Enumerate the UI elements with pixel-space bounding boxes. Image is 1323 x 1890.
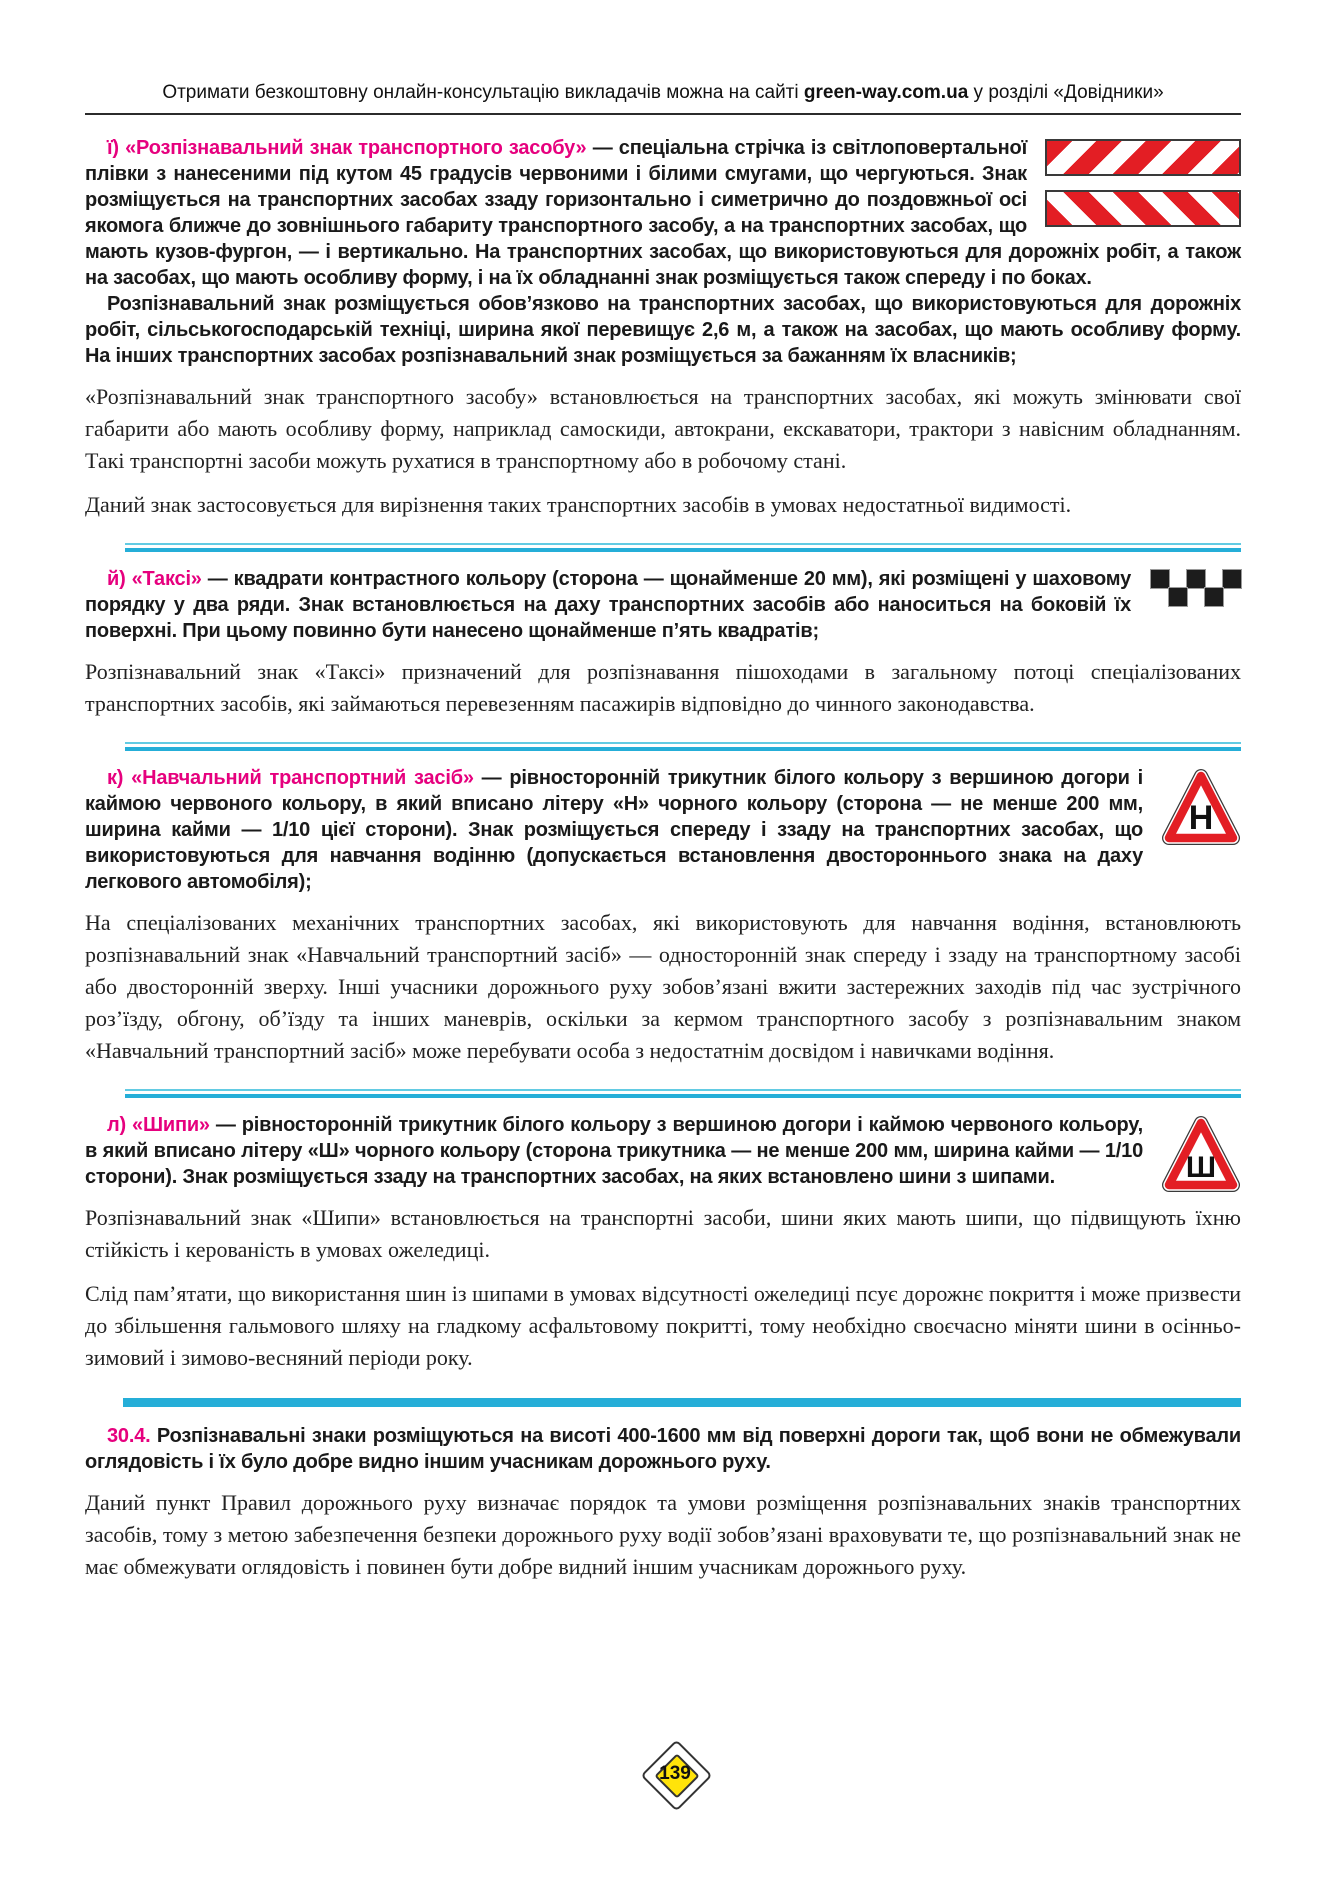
page-number-badge <box>637 1736 713 1812</box>
header-site-name: green-way.com.ua <box>803 82 969 103</box>
section-heading: к) «Навчальний транспортний засіб» <box>107 767 474 789</box>
training-vehicle-sign-icon <box>1161 767 1241 851</box>
header-text-prefix: Отримати безкоштовну онлайн-консультацію викладачів можна на сайті <box>162 82 804 103</box>
rule-lead-paragraph <box>85 765 1241 895</box>
section-vehicle-identification-sign <box>85 135 1241 369</box>
section-divider <box>125 742 1241 751</box>
rule-number: 30.4. <box>107 1425 151 1447</box>
commentary-paragraph: Розпізнавальний знак «Таксі» призначений для розпізнавання пішоходами в загальному потоці спеціалізованих транспортних засобів, які займаються перевезенням пасажирів відповідно до чинного законодавства. <box>85 659 1241 716</box>
studded-tires-sign-icon <box>1161 1114 1241 1198</box>
commentary-paragraph: Даний знак застосовується для вирізнення таких транспортних засобів в умовах недостатньої видимості. <box>85 492 1072 517</box>
section-divider-solid <box>123 1398 1241 1407</box>
checker-square <box>1187 570 1205 588</box>
rule-lead-paragraph <box>85 1423 1241 1475</box>
section-heading: й) «Таксі» <box>107 568 202 590</box>
commentary-paragraph: Даний пункт Правил дорожнього руху визначає порядок та умови розміщення розпізнавальних знаків транспортних засобів, тому з метою забезпечення безпеки дорожнього руху водії зобов’язані враховувати те, що розпізнавальний знак не має обмежувати оглядовість і повинен бути добре видний іншим учасникам дорожнього руху. <box>85 1490 1241 1579</box>
rule-lead-text: Розпізнавальні знаки розміщуються на висоті 400-1600 мм від поверхні дороги так, щоб вони не обмежували оглядовість і їх було добре видно іншим учасникам дорожнього руху. <box>85 1425 1241 1473</box>
checker-square <box>1223 570 1241 588</box>
commentary-paragraph: Розпізнавальний знак «Шипи» встановлюється на транспортні засоби, шини яких мають шипи, що підвищують їхню стійкість і керованість в умовах ожеледиці. <box>85 1205 1241 1262</box>
page-number: 139 <box>659 1763 691 1784</box>
striped-plates-figure <box>1045 139 1241 227</box>
rule-lead-text: — рівносторонній трикутник білого кольору з вершиною догори і каймою червоного кольору, в який вписано літеру «Ш» чорного кольору (сторона трикутника — не менше 200 мм, ширина кайми — 1/10 сторони). Знак розміщується ззаду на транспортних засобах, на яких встановлено шини з шипами. <box>85 1114 1143 1188</box>
commentary-block <box>85 1202 1241 1374</box>
checker-square <box>1151 570 1169 588</box>
commentary-block <box>85 381 1241 521</box>
commentary-paragraph: Слід пам’ятати, що використання шин із шипами в умовах відсутності ожеледиці псує дорожнє покриття і може призвести до збільшення гальмового шляху на гладкому асфальтовому покритті, тому необхідно своєчасно міняти шини в осінньо-зимовий і зимово-весняний періоди року. <box>85 1281 1241 1370</box>
sign-letter: Ш <box>1185 1151 1217 1184</box>
commentary-paragraph: «Розпізнавальний знак транспортного засобу» встановлюється на транспортних засобах, які можуть змінювати свої габарити або мають особливу форму, наприклад самоскиди, автокрани, екскаватори, трактори з навісним обладнанням. Такі транспортні засоби можуть рухатися в транспортному або в робочому стані. <box>85 384 1241 473</box>
rule-lead-text: — спеціальна стрічка із світлоповертальної плівки з нанесеними під кутом 45 градусів червоними і білими смугами, що чергуються. Знак розміщується на транспортних засобах ззаду горизонтально і симетрично до поздовжньої осі якомога ближче до зовнішнього габариту транспортного засобу, а на транспортних засобах, що мають кузов-фургон, — і вертикально. На транспортних засобах, що використовуються для дорожніх робіт, а також на засобах, що мають особливу форму, і на їх обладнанні знак розміщується також спереду і по боках. <box>85 137 1241 289</box>
commentary-block <box>85 1487 1241 1583</box>
section-30-4 <box>85 1423 1241 1475</box>
sign-letter: Н <box>1188 799 1214 837</box>
section-divider <box>125 543 1241 552</box>
section-spikes-sign <box>85 1112 1241 1190</box>
rule-lead-text: — рівносторонній трикутник білого кольору з вершиною догори і каймою червоного кольору, в який вписано літеру «Н» чорного кольору (сторона — не менше 200 мм, ширина кайми — 1/10 цієї сторони). Знак розміщується спереду і ззаду на транспортних засобах, що використовуються для навчання водінню (допускається встановлення двостороннього знака на даху легкового автомобіля); <box>85 767 1143 893</box>
page-header <box>85 82 1241 115</box>
taxi-checker-icon <box>1151 570 1241 608</box>
striped-plate-icon-bottom <box>1045 190 1241 227</box>
commentary-paragraph: На спеціалізованих механічних транспортних засобах, які використовують для навчання водіння, встановлюють розпізнавальний знак «Навчальний транспортний засіб» — односторонній знак спереду і ззаду на транспортному засобі або двосторонній зверху. Інші учасники дорожнього руху зобов’язані вжити застережних заходів під час зустрічного роз’їзду, обгону, об’їзду та інших маневрів, оскільки за кермом транспортного засобу з розпізнавальним знаком «Навчальний транспортний засіб» може перебувати особа з недостатнім досвідом і навичками водіння. <box>85 910 1241 1063</box>
checker-square <box>1205 588 1223 606</box>
commentary-block <box>85 656 1241 720</box>
commentary-block <box>85 907 1241 1067</box>
header-text-suffix: у розділі «Довідники» <box>968 82 1164 103</box>
section-taxi-sign <box>85 566 1241 644</box>
rule-lead-paragraph <box>85 566 1241 644</box>
section-divider <box>125 1089 1241 1098</box>
checker-square <box>1169 588 1187 606</box>
rule-lead-text: — квадрати контрастного кольору (сторона — щонайменше 20 мм), які розміщені у шаховому порядку у два ряди. Знак встановлюється на даху транспортних засобів або наноситься на боковій їх поверхні. При цьому повинно бути нанесено щонайменше п’ять квадратів; <box>85 568 1131 642</box>
section-training-vehicle-sign <box>85 765 1241 895</box>
section-heading: ї) «Розпізнавальний знак транспортного засобу» <box>107 137 587 159</box>
rule-lead-paragraph <box>85 1112 1241 1190</box>
section-heading: л) «Шипи» <box>107 1114 210 1136</box>
page-content <box>85 0 1241 1583</box>
rule-paragraph: Розпізнавальний знак розміщується обов’язково на транспортних засобах, що використовуються для дорожніх робіт, сільськогосподарській техніці, ширина якої перевищує 2,6 м, а також на засобах, що мають особливу форму. На інших транспортних засобах розпізнавальний знак розміщується за бажанням їх власників; <box>85 293 1241 367</box>
striped-plate-icon-top <box>1045 139 1241 176</box>
